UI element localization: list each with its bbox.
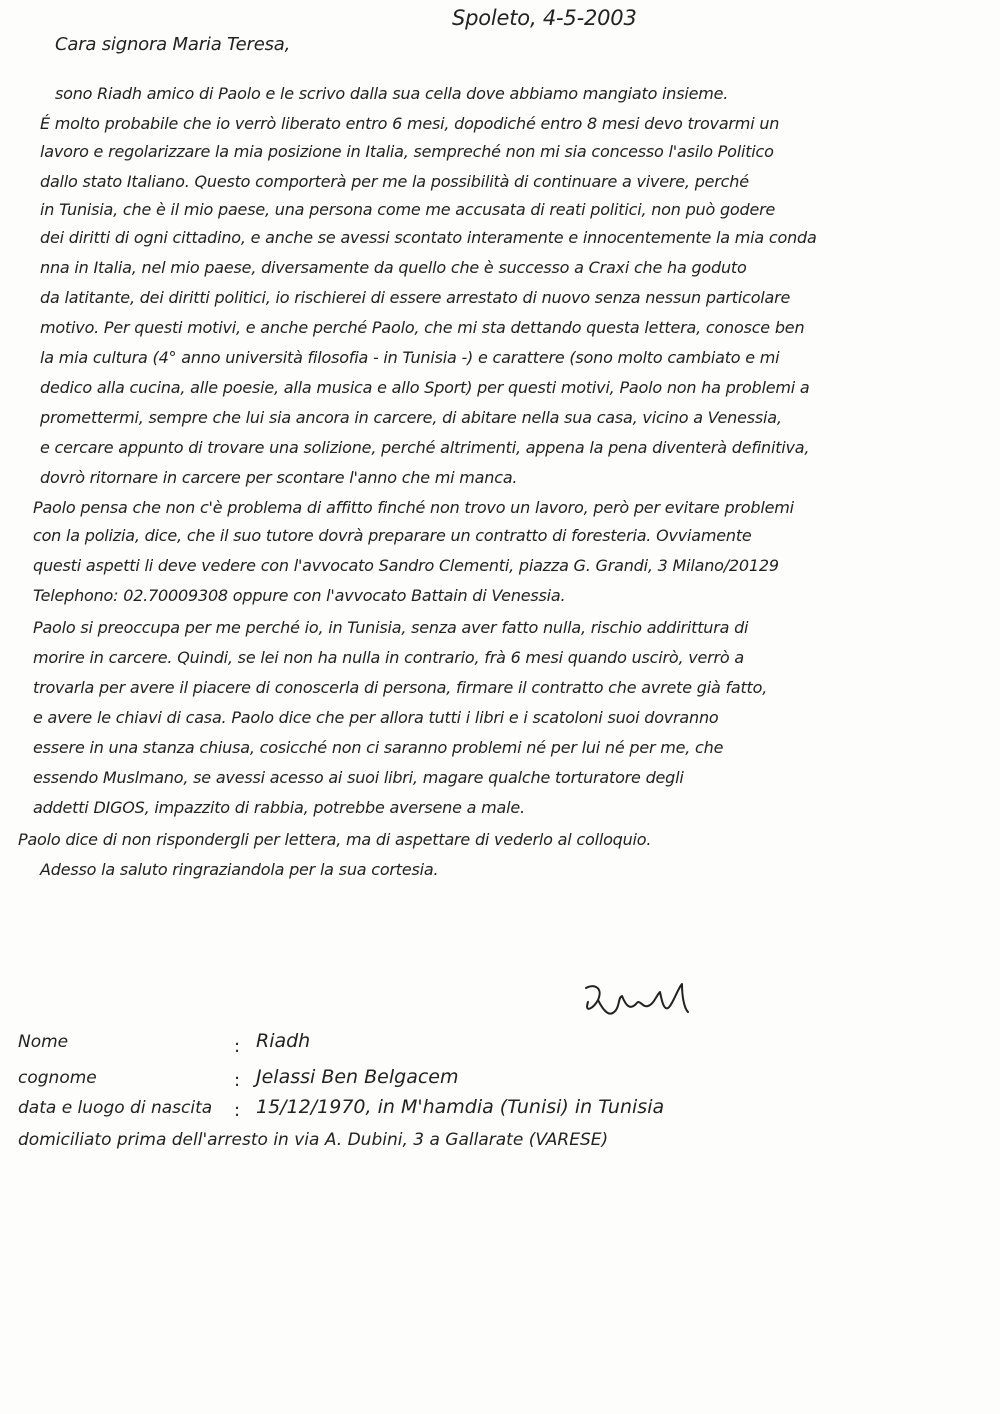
letter-line: trovarla per avere il piacere di conoscerla di persona, firmare il contratto che avrete già fatto, <box>33 678 768 697</box>
letter-line: Paolo si preoccupa per me perché io, in Tunisia, senza aver fatto nulla, rischio addirittura di <box>33 618 749 637</box>
detail-label-name: Nome <box>18 1032 69 1052</box>
letter-line: dallo stato Italiano. Questo comporterà per me la possibilità di continuare a vivere, perché <box>40 172 749 191</box>
letter-line: la mia cultura (4° anno università filosofia - in Tunisia -) e carattere (sono molto cambiato e mi <box>40 348 780 367</box>
letter-line: Telephono: 02.70009308 oppure con l'avvocato Battain di Venessia. <box>33 586 566 605</box>
letter-line: sono Riadh amico di Paolo e le scrivo dalla sua cella dove abbiamo mangiato insieme. <box>55 84 729 103</box>
letter-line: dovrò ritornare in carcere per scontare l'anno che mi manca. <box>40 468 518 487</box>
letter-line: Adesso la saluto ringraziandola per la sua cortesia. <box>40 860 439 879</box>
letter-line: e cercare appunto di trovare una solizione, perché altrimenti, appena la pena diventerà definitiva, <box>40 438 810 457</box>
letter-salutation: Cara signora Maria Teresa, <box>55 34 291 55</box>
letter-line: dedico alla cucina, alle poesie, alla musica e allo Sport) per questi motivi, Paolo non ha problemi a <box>40 378 810 397</box>
letter-line: dei diritti di ogni cittadino, e anche se avessi scontato interamente e innocentemente la mia conda <box>40 228 817 247</box>
letter-line: questi aspetti li deve vedere con l'avvocato Sandro Clementi, piazza G. Grandi, 3 Milano/20129 <box>33 556 779 575</box>
letter-date: Spoleto, 4-5-2003 <box>452 6 637 30</box>
letter-line: in Tunisia, che è il mio paese, una persona come me accusata di reati politici, non può godere <box>40 200 776 219</box>
detail-label-birth: data e luogo di nascita <box>18 1098 213 1118</box>
letter-line: addetti DIGOS, impazzito di rabbia, potrebbe aversene a male. <box>33 798 525 817</box>
letter-line: Paolo dice di non rispondergli per lettera, ma di aspettare di vederlo al colloquio. <box>18 830 652 849</box>
letter-line: É molto probabile che io verrò liberato entro 6 mesi, dopodiché entro 8 mesi devo trovarmi un <box>40 114 780 133</box>
detail-value-surname: Jelassi Ben Belgacem <box>256 1066 459 1088</box>
letter-line: lavoro e regolarizzare la mia posizione in Italia, sempreché non mi sia concesso l'asilo Politico <box>40 142 774 161</box>
letter-line: essendo Muslmano, se avessi acesso ai suoi libri, magare qualche torturatore degli <box>33 768 684 787</box>
letter-line: nna in Italia, nel mio paese, diversamente da quello che è successo a Craxi che ha goduto <box>40 258 747 277</box>
letter-line: promettermi, sempre che lui sia ancora in carcere, di abitare nella sua casa, vicino a Venessia, <box>40 408 782 427</box>
detail-domicile: domiciliato prima dell'arresto in via A. Dubini, 3 a Gallarate (VARESE) <box>18 1130 609 1150</box>
letter-line: morire in carcere. Quindi, se lei non ha nulla in contrario, frà 6 mesi quando uscirò, verrò a <box>33 648 745 667</box>
letter-line: con la polizia, dice, che il suo tutore dovrà preparare un contratto di foresteria. Ovviamente <box>33 526 752 545</box>
detail-colon: : <box>234 1036 241 1057</box>
handwritten-signature <box>578 978 698 1028</box>
detail-value-birth: 15/12/1970, in M'hamdia (Tunisi) in Tunisia <box>256 1096 665 1118</box>
detail-label-surname: cognome <box>18 1068 97 1088</box>
detail-colon: : <box>234 1070 241 1091</box>
letter-line: essere in una stanza chiusa, cosicché non ci saranno problemi né per lui né per me, che <box>33 738 724 757</box>
letter-line: Paolo pensa che non c'è problema di affitto finché non trovo un lavoro, però per evitare problemi <box>33 498 794 517</box>
letter-line: da latitante, dei diritti politici, io rischierei di essere arrestato di nuovo senza nessun particolare <box>40 288 791 307</box>
detail-colon: : <box>234 1100 241 1121</box>
detail-value-name: Riadh <box>256 1030 311 1052</box>
letter-line: e avere le chiavi di casa. Paolo dice che per allora tutti i libri e i scatoloni suoi dovranno <box>33 708 719 727</box>
letter-line: motivo. Per questi motivi, e anche perché Paolo, che mi sta dettando questa lettera, conosce ben <box>40 318 805 337</box>
